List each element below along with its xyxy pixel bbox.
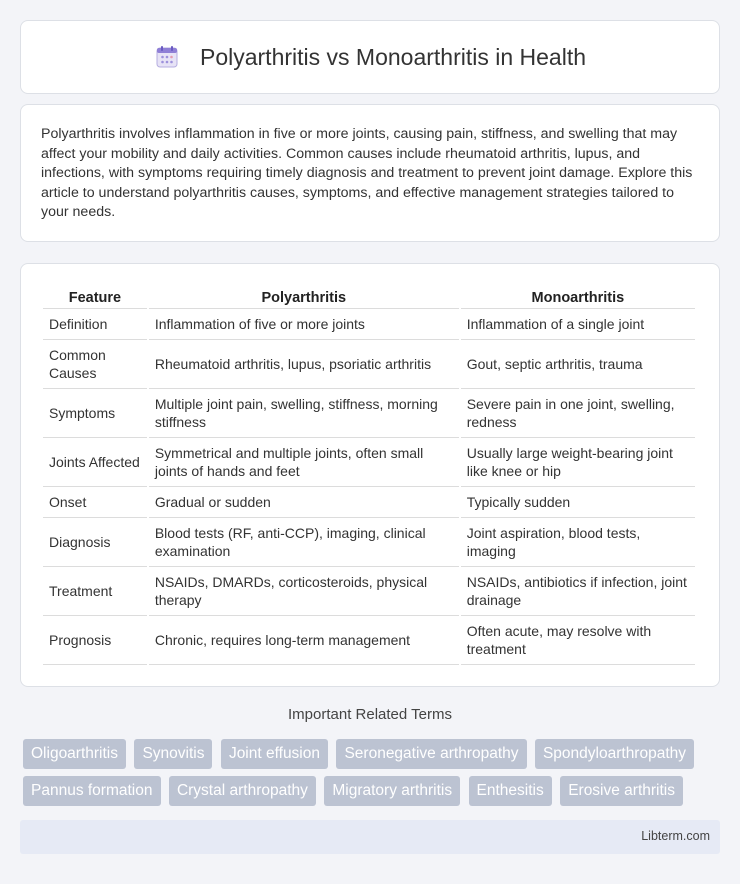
table-cell: Common Causes <box>43 340 147 389</box>
related-term-tag[interactable]: Migratory arthritis <box>324 776 460 806</box>
related-term-tag[interactable]: Synovitis <box>134 739 212 769</box>
table-cell: Symmetrical and multiple joints, often small joints of hands and feet <box>149 438 459 487</box>
table-cell: Rheumatoid arthritis, lupus, psoriatic arthritis <box>149 340 459 389</box>
table-cell: Usually large weight-bearing joint like knee or hip <box>461 438 695 487</box>
comparison-card <box>20 263 720 687</box>
table-row <box>43 389 695 438</box>
table-cell: Onset <box>43 487 147 518</box>
table-row <box>43 487 695 518</box>
intro-card <box>20 104 720 242</box>
column-header: Polyarthritis <box>149 284 459 309</box>
table-cell: NSAIDs, antibiotics if infection, joint drainage <box>461 567 695 616</box>
related-term-tag[interactable]: Joint effusion <box>221 739 328 769</box>
table-cell: Gout, septic arthritis, trauma <box>461 340 695 389</box>
table-row <box>43 340 695 389</box>
footer-brand-link[interactable]: Libterm.com <box>641 829 710 843</box>
footer <box>20 820 720 854</box>
table-cell: Treatment <box>43 567 147 616</box>
intro-text: Polyarthritis involves inflammation in five or more joints, causing pain, stiffness, and swelling that may affect your mobility and daily activities. Common causes include rheumatoid arthritis, lupus, and infections, with symptoms requiring timely diagnosis and treatment to prevent joint damage. Explore this article to understand polyarthritis causes, symptoms, and effective management strategies tailored to your needs. <box>41 126 693 220</box>
related-term-tag[interactable]: Pannus formation <box>23 776 161 806</box>
table-cell: Severe pain in one joint, swelling, redness <box>461 389 695 438</box>
header-card <box>20 20 720 94</box>
column-header: Feature <box>43 284 147 309</box>
table-row <box>43 309 695 340</box>
table-header-row <box>43 284 695 309</box>
table-cell: Gradual or sudden <box>149 487 459 518</box>
table-cell: Multiple joint pain, swelling, stiffness, morning stiffness <box>149 389 459 438</box>
related-term-tag[interactable]: Crystal arthropathy <box>169 776 316 806</box>
table-cell: Prognosis <box>43 616 147 665</box>
table-cell: Joints Affected <box>43 438 147 487</box>
table-cell: Inflammation of five or more joints <box>149 309 459 340</box>
table-row <box>43 438 695 487</box>
table-cell: NSAIDs, DMARDs, corticosteroids, physical therapy <box>149 567 459 616</box>
table-cell: Symptoms <box>43 389 147 438</box>
calendar-icon <box>154 44 180 70</box>
column-header: Monoarthritis <box>461 284 695 309</box>
related-term-tag[interactable]: Spondyloarthropathy <box>535 739 694 769</box>
table-cell: Typically sudden <box>461 487 695 518</box>
related-term-tag[interactable]: Erosive arthritis <box>560 776 683 806</box>
related-term-tag[interactable]: Enthesitis <box>469 776 552 806</box>
page-title: Polyarthritis vs Monoarthritis in Health <box>199 43 587 70</box>
related-term-tag[interactable]: Oligoarthritis <box>23 739 126 769</box>
table-row <box>43 567 695 616</box>
table-row <box>43 518 695 567</box>
related-terms-title: Important Related Terms <box>288 706 452 723</box>
related-term-tag[interactable]: Seronegative arthropathy <box>336 739 526 769</box>
table-cell: Definition <box>43 309 147 340</box>
table-cell: Chronic, requires long-term management <box>149 616 459 665</box>
table-cell: Often acute, may resolve with treatment <box>461 616 695 665</box>
table-cell: Inflammation of a single joint <box>461 309 695 340</box>
related-terms-list <box>23 739 723 813</box>
table-cell: Blood tests (RF, anti-CCP), imaging, clinical examination <box>149 518 459 567</box>
table-cell: Joint aspiration, blood tests, imaging <box>461 518 695 567</box>
table-cell: Diagnosis <box>43 518 147 567</box>
table-row <box>43 616 695 665</box>
comparison-table <box>41 284 697 665</box>
